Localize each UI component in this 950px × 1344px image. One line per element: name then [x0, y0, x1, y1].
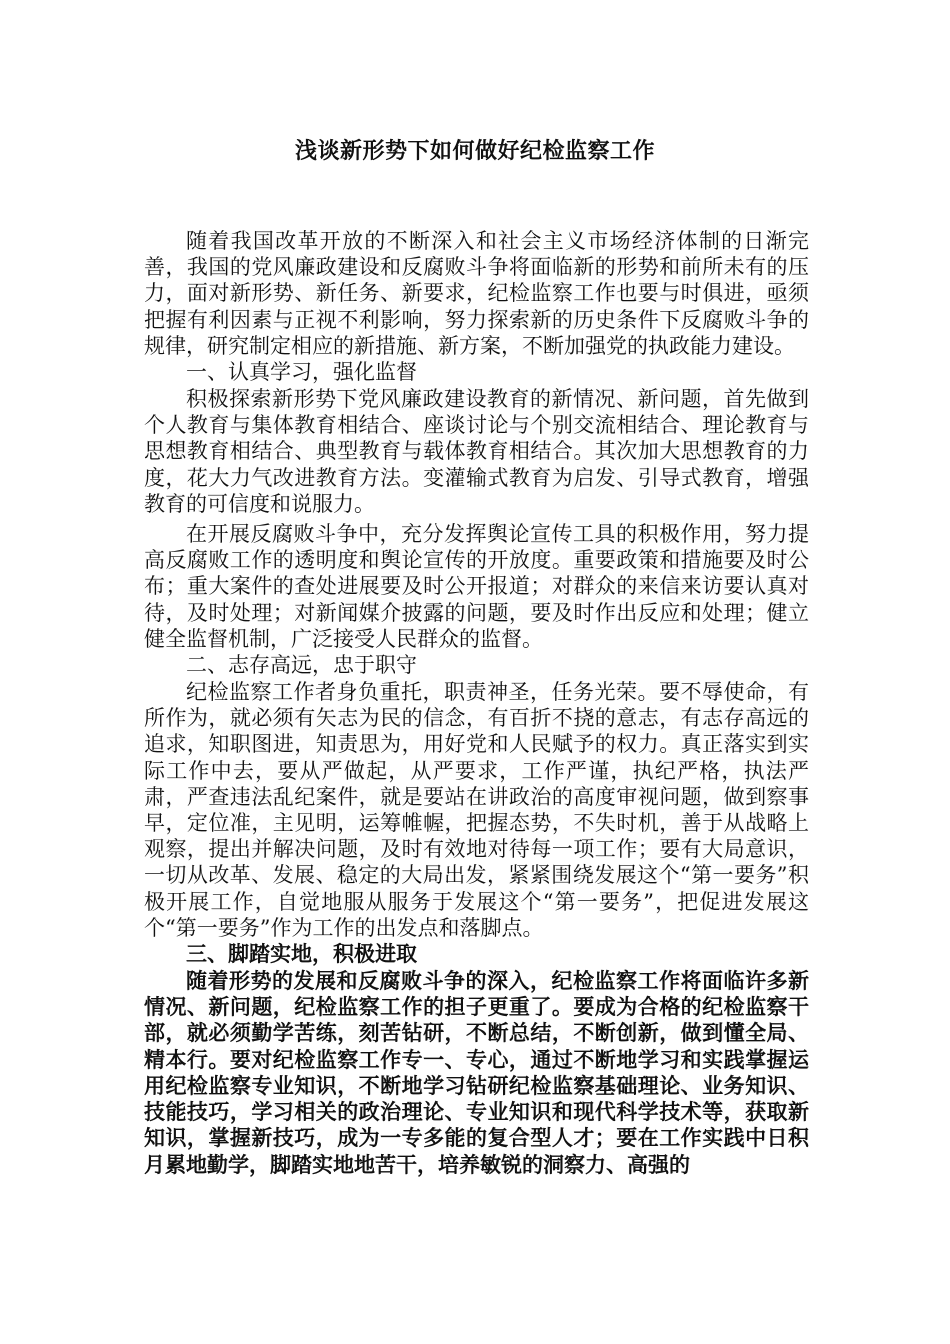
section-2-heading-text: 二、志存高远，忠于职守: [186, 653, 417, 678]
section-3-heading-text: 三、脚踏实地，积极进取: [186, 942, 417, 967]
section-1-paragraph-1: 积极探索新形势下党风廉政建设教育的新情况、新问题，首先做到个人教育与集体教育相结合、座谈讨论与个别交流相结合、理论教育与思想教育相结合、典型教育与载体教育相结合。其次加大思想教育的力度，花大力气改进教育方法。变灌输式教育为启发、引导式教育，增强教育的可信度和说服力。: [144, 387, 809, 516]
section-1-heading-text: 一、认真学习，强化监督: [186, 360, 417, 385]
section-1-paragraph-2: 在开展反腐败斗争中，充分发挥舆论宣传工具的积极作用，努力提高反腐败工作的透明度和舆论宣传的开放度。重要政策和措施要及时公布；重大案件的查处进展要及时公开报道；对群众的来信来访要认真对待，及时处理；对新闻媒介披露的问题，要及时作出反应和处理；健立健全监督机制，广泛接受人民群众的监督。: [144, 522, 809, 651]
intro-paragraph: 随着我国改革开放的不断深入和社会主义市场经济体制的日渐完善，我国的党风廉政建设和反腐败斗争将面临新的形势和前所未有的压力，面对新形势、新任务、新要求，纪检监察工作也要与时俱进，亟须把握有利因素与正视不利影响，努力探索新的历史条件下反腐败斗争的规律，研究制定相应的新措施、新方案，不断加强党的执政能力建设。: [144, 229, 809, 358]
section-2-paragraph-1: 纪检监察工作者身负重托，职责神圣，任务光荣。要不辱使命，有所作为，就必须有矢志为民的信念，有百折不挠的意志，有志存高远的追求，知职图进，知责思为，用好党和人民赋予的权力。真正落实到实际工作中去，要从严做起，从严要求，工作严谨，执纪严格，执法严肃，严查违法乱纪案件，就是要站在讲政治的高度审视问题，做到察事早，定位准，主见明，运筹帷幄，把握态势，不失时机，善于从战略上观察，提出并解决问题，及时有效地对待每一项工作；要有大局意识，一切从改革、发展、稳定的大局出发，紧紧围绕发展这个“第一要务”积极开展工作，自觉地服从服务于发展这个“第一要务”，把促进发展这个“第一要务”作为工作的出发点和落脚点。: [144, 680, 809, 940]
section-3-paragraph-1: 随着形势的发展和反腐败斗争的深入，纪检监察工作将面临许多新情况、新问题，纪检监察工作的担子更重了。要成为合格的纪检监察干部，就必须勤学苦练，刻苦钻研，不断总结，不断创新，做到懂全局、精本行。要对纪检监察工作专一、专心，通过不断地学习和实践掌握运用纪检监察专业知识，不断地学习钻研纪检监察基础理论、业务知识、技能技巧，学习相关的政治理论、专业知识和现代科学技术等，获取新知识，掌握新技巧，成为一专多能的复合型人才；要在工作实践中日积月累地勤学，脚踏实地地苦干，培养敏锐的洞察力、高强的: [144, 969, 809, 1177]
document-title: 浅谈新形势下如何做好纪检监察工作: [294, 139, 655, 164]
document-body: [144, 228, 809, 1178]
